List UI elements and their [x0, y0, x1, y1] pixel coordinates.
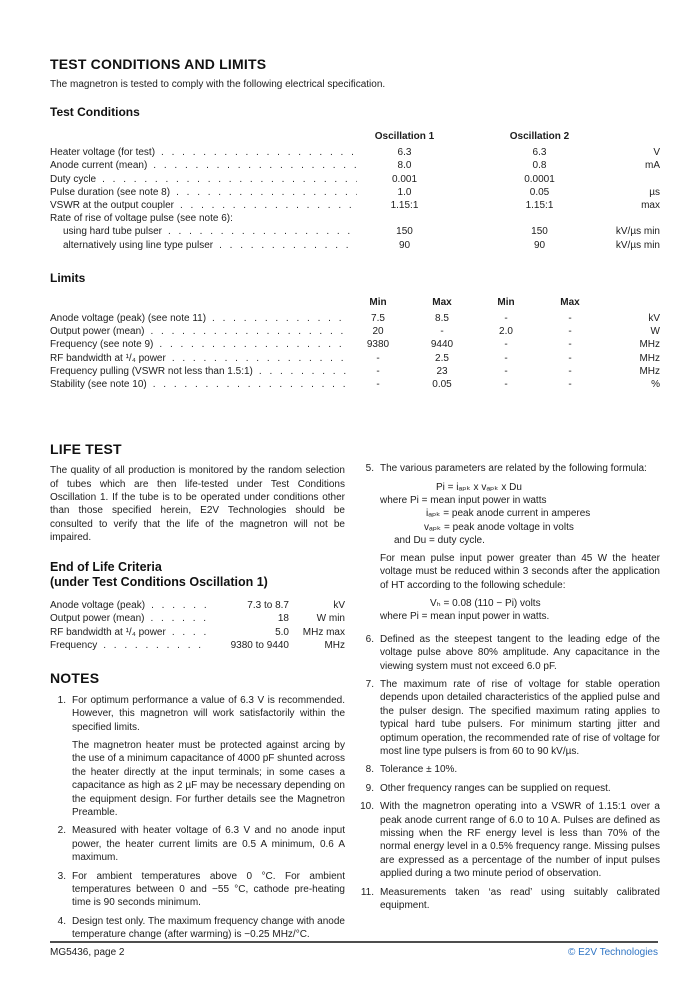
limit-value-4: -	[568, 313, 572, 325]
dot-leader	[213, 239, 357, 252]
note-paragraph: Tolerance ± 10%.	[380, 764, 458, 776]
notes-left-column	[50, 694, 345, 942]
spec-row	[50, 159, 660, 172]
note-number: 6.	[365, 633, 374, 645]
formula-line: where Pi = mean input power in watts.	[380, 611, 550, 623]
limit-value-4: -	[568, 326, 572, 338]
dot-leader	[153, 338, 346, 351]
footer-divider	[50, 941, 658, 943]
end-of-life-heading-line2: (under Test Conditions Oscillation 1)	[50, 575, 268, 590]
limit-value-4: -	[568, 379, 572, 391]
limits-row-label: Stability (see note 10)	[50, 379, 147, 391]
note-number: 11.	[360, 886, 374, 898]
limit-value-3: -	[504, 339, 508, 351]
oscillation-2-value: 150	[531, 226, 548, 238]
limit-value-3: -	[504, 365, 508, 377]
spec-row-label: Duty cycle	[50, 173, 97, 185]
unit-cell: max	[641, 200, 660, 212]
right-column	[358, 441, 660, 946]
unit-cell: µs	[649, 186, 660, 198]
limits-column-headers	[50, 296, 660, 309]
unit-cell: MHz	[639, 365, 660, 377]
limits-heading: Limits	[50, 270, 86, 285]
test-conditions-heading: Test Conditions	[50, 105, 140, 119]
limit-value-3: -	[504, 313, 508, 325]
left-column	[50, 441, 345, 946]
end-of-life-row	[50, 639, 345, 653]
spec-row-label: alternatively using line type pulser	[63, 239, 214, 251]
limit-value-1: -	[376, 379, 380, 391]
spec-row-label: Anode current (mean)	[50, 160, 148, 172]
oscillation-2-value: 6.3	[532, 147, 547, 159]
note-body	[380, 462, 660, 627]
limit-value-2: 9440	[430, 339, 454, 351]
limits-row	[50, 378, 660, 391]
formula-line: where Pi = mean input power in watts	[380, 495, 547, 507]
footer-copyright: © E2V Technologies	[567, 947, 658, 958]
end-of-life-value: 5.0	[275, 626, 289, 638]
note-paragraph: Other frequency ranges can be supplied on request.	[380, 782, 611, 794]
limits-row	[50, 325, 660, 338]
spec-row	[50, 173, 660, 186]
notes-heading: NOTES	[50, 669, 100, 686]
limits-table	[50, 312, 660, 391]
unit-cell: MHz	[639, 352, 660, 364]
note-paragraph: With the magnetron operating into a VSWR of 1.15:1 over a peak anode current range of 6.0 to 10 A. Pulses are defined as missing when the RF energy level is less than 70% of the normal energy level in a 0.5% frequency range. Missing pulses are expressed as a percentage of the number of input pulses applied during a two minute period of observation.	[380, 801, 660, 880]
dot-leader	[97, 639, 209, 653]
footer-document-id: MG5436, page 2	[50, 947, 125, 958]
spec-row	[50, 225, 660, 238]
dot-leader	[145, 612, 210, 626]
limit-value-4: -	[568, 352, 572, 364]
end-of-life-value: 9380 to 9440	[230, 640, 289, 652]
dot-leader	[147, 378, 346, 391]
note-item	[358, 633, 660, 673]
intro-text: The magnetron is tested to comply with the following electrical specification.	[50, 79, 386, 90]
note-paragraph: For optimum performance a value of 6.3 V is recommended. However, this magnetron will work satisfactorily within the specified limits.	[72, 694, 345, 733]
limit-value-4: -	[568, 365, 572, 377]
formula-line: Pi = iₐₚₖ x vₐₚₖ x Du	[436, 481, 522, 493]
note-body	[380, 633, 660, 673]
unit-cell: V	[653, 147, 660, 159]
note-number: 10.	[360, 801, 374, 813]
note-item	[358, 678, 660, 758]
limit-value-2: 2.5	[435, 352, 449, 364]
limits-row	[50, 365, 660, 378]
limit-value-4: -	[568, 339, 572, 351]
formula-line: and Du = duty cycle.	[394, 535, 485, 547]
spec-row	[50, 239, 660, 252]
limit-value-1: -	[376, 365, 380, 377]
dot-leader	[145, 325, 347, 338]
formula-line: vₐₚₖ = peak anode voltage in volts	[424, 521, 574, 533]
unit-cell: %	[651, 379, 660, 391]
oscillation-2-header: Oscillation 2	[509, 131, 570, 142]
note-body	[72, 694, 345, 820]
end-of-life-value: 18	[277, 613, 289, 625]
formula-line: Vₕ = 0.08 (110 − Pi) volts	[430, 597, 541, 609]
limits-row-label: Anode voltage (peak) (see note 11)	[50, 313, 207, 325]
dot-leader	[145, 599, 209, 613]
oscillation-1-value: 8.0	[397, 160, 412, 172]
oscillation-1-value: 1.15:1	[390, 200, 419, 212]
note-item	[50, 915, 345, 942]
note-body	[380, 886, 660, 913]
dot-leader	[96, 173, 357, 186]
end-of-life-label: Frequency	[50, 640, 98, 652]
end-of-life-label: Anode voltage (peak)	[50, 599, 146, 611]
note-paragraph: The various parameters are related by the following formula:	[380, 463, 647, 475]
dot-leader	[162, 225, 357, 238]
note-body	[380, 782, 660, 795]
dot-leader	[166, 626, 209, 640]
limit-value-2: 23	[436, 365, 448, 377]
oscillation-1-value: 150	[396, 226, 413, 238]
limits-row	[50, 338, 660, 351]
min-header-2: Min	[497, 296, 515, 308]
max-header-2: Max	[560, 296, 580, 308]
note-item	[50, 870, 345, 910]
unit-cell: MHz max	[302, 626, 345, 638]
spec-row	[50, 199, 660, 212]
notes-right-column	[358, 462, 660, 912]
end-of-life-row	[50, 599, 345, 613]
dot-leader	[174, 199, 357, 212]
limits-row	[50, 312, 660, 325]
spec-row-label: Heater voltage (for test)	[50, 147, 156, 159]
limits-section	[50, 271, 660, 391]
limit-value-1: -	[376, 352, 380, 364]
dot-leader	[206, 312, 346, 325]
dot-leader	[166, 352, 346, 365]
oscillation-2-value: 90	[533, 239, 546, 251]
limits-row-label: RF bandwidth at ¹/₄ power	[50, 352, 166, 364]
unit-cell: MHz	[324, 640, 345, 652]
limit-value-2: 0.05	[432, 379, 452, 391]
end-of-life-heading	[50, 560, 345, 591]
page-footer	[50, 947, 658, 958]
note-item	[358, 886, 660, 913]
note-number: 1.	[57, 694, 66, 706]
limit-value-1: 9380	[366, 339, 390, 351]
unit-cell: kV/µs min	[615, 226, 660, 238]
note-item	[50, 694, 345, 820]
oscillation-1-value: 90	[398, 239, 411, 251]
unit-cell: kV/µs min	[615, 239, 660, 251]
note-body	[380, 800, 660, 880]
note-body	[72, 915, 345, 942]
unit-cell: MHz	[639, 339, 660, 351]
spec-row	[50, 186, 660, 199]
oscillation-1-value: 6.3	[397, 147, 412, 159]
spec-row-label: Pulse duration (see note 8)	[50, 186, 171, 198]
note-number: 8.	[365, 764, 374, 776]
limit-value-1: 7.5	[371, 313, 385, 325]
limits-row-label: Output power (mean)	[50, 326, 145, 338]
limits-row-label: Frequency (see note 9)	[50, 339, 154, 351]
note-number: 9.	[365, 782, 374, 794]
dot-leader	[155, 146, 357, 159]
limit-value-3: 2.0	[499, 326, 513, 338]
dot-leader	[253, 365, 346, 378]
limits-row-label: Frequency pulling (VSWR not less than 1.5:1)	[50, 365, 253, 377]
end-of-life-value: 7.3 to 8.7	[247, 599, 289, 611]
limit-value-1: 20	[372, 326, 384, 338]
note-number: 5.	[365, 463, 374, 475]
page-title: TEST CONDITIONS AND LIMITS	[50, 56, 267, 72]
limit-value-2: -	[440, 326, 444, 338]
note-body	[380, 763, 660, 776]
unit-cell: kV	[333, 599, 345, 611]
note-paragraph: Measurements taken ‘as read’ using suitably calibrated equipment.	[380, 886, 660, 912]
oscillation-1-value: 0.001	[391, 173, 418, 185]
end-of-life-row	[50, 626, 345, 640]
note-paragraph: Measured with heater voltage of 6.3 V and no anode input power, the heater current limits are 0.5 A minimum, 0.6 A maximum.	[72, 825, 345, 864]
note-item	[358, 800, 660, 880]
note-paragraph: For mean pulse input power greater than 45 W the heater voltage must be reduced within 3 seconds after the application of HT according to the following schedule:	[380, 552, 660, 591]
limit-value-2: 8.5	[435, 313, 449, 325]
formula-block	[380, 481, 660, 548]
unit-cell: kV	[648, 313, 660, 325]
oscillation-2-value: 0.8	[532, 160, 547, 172]
life-test-paragraph: The quality of all production is monitored by the random selection of tubes which are then life-tested under Test Conditions Oscillation 1. If the tube is to be operated under conditions other than those specified herein, E2V Technologies should be consulted to verify that the life of the magnetron will not be impaired.	[50, 465, 345, 544]
unit-cell: mA	[645, 160, 660, 172]
note-item	[358, 782, 660, 795]
note-item	[358, 462, 660, 627]
note-item	[358, 763, 660, 776]
two-column-section	[50, 441, 660, 946]
oscillation-2-value: 1.15:1	[525, 200, 554, 212]
oscillation-1-value: 1.0	[397, 186, 412, 198]
note-paragraph: The maximum rate of rise of voltage for stable operation depends upon detailed characteristics of the applied pulse and the pulser design. The specified maximum rating applies to typical hard tube pulsers. For minimum starting jitter and optimum operation, the recommended rate of rise of voltage for most line type pulsers is from 60 to 90 kV/µs.	[380, 678, 660, 757]
end-of-life-label: RF bandwidth at ¹/₄ power	[50, 626, 166, 638]
note-body	[72, 870, 345, 910]
note-number: 3.	[57, 870, 66, 882]
dot-leader	[170, 186, 357, 199]
spec-row	[50, 212, 660, 225]
page-content	[50, 56, 660, 947]
min-header-1: Min	[369, 296, 387, 308]
note-number: 4.	[57, 915, 66, 927]
limits-row	[50, 352, 660, 365]
end-of-life-table	[50, 599, 345, 653]
end-of-life-label: Output power (mean)	[50, 613, 145, 625]
note-paragraph: For ambient temperatures above 0 °C. For ambient temperatures between 0 and −55 °C, cathode pre-heating time is 90 seconds minimum.	[72, 870, 345, 909]
end-of-life-row	[50, 612, 345, 626]
unit-cell: W min	[316, 613, 345, 625]
spec-row-label: Rate of rise of voltage pulse (see note 6):	[50, 213, 233, 225]
limit-value-3: -	[504, 352, 508, 364]
life-test-heading: LIFE TEST	[50, 441, 122, 458]
oscillation-2-value: 0.05	[529, 186, 550, 198]
limit-value-3: -	[504, 379, 508, 391]
spec-row	[50, 146, 660, 159]
note-paragraph: The magnetron heater must be protected against arcing by the use of a minimum capacitance of 4000 pF shunted across the heater directly at the input terminals; in some cases a capacitance as high as 2 µF may be necessary depending on the equipment design. For further details see the Magnetron Preamble.	[72, 739, 345, 818]
note-number: 7.	[365, 678, 374, 690]
end-of-life-heading-line1: End of Life Criteria	[50, 559, 162, 574]
dot-leader	[147, 159, 357, 172]
max-header-1: Max	[432, 296, 452, 308]
formula-block	[380, 597, 660, 624]
oscillation-2-value: 0.0001	[524, 173, 555, 185]
test-conditions-table	[50, 146, 660, 252]
test-conditions-column-headers	[50, 130, 660, 143]
note-item	[50, 824, 345, 864]
note-body	[72, 824, 345, 864]
note-body	[380, 678, 660, 758]
formula-line: iₐₚₖ = peak anode current in amperes	[426, 508, 591, 520]
spec-row-label: VSWR at the output coupler	[50, 200, 174, 212]
note-number: 2.	[57, 825, 66, 837]
note-paragraph: Design test only. The maximum frequency change with anode temperature change (after warming) is −0.25 MHz/°C.	[72, 915, 345, 941]
note-paragraph: Defined as the steepest tangent to the leading edge of the voltage pulse above 80% amplitude. Any capacitance in the viewing system must not exceed 6.0 pF.	[380, 633, 660, 672]
unit-cell: W	[650, 326, 660, 338]
spec-row-label: using hard tube pulser	[63, 226, 162, 238]
oscillation-1-header: Oscillation 1	[374, 131, 435, 142]
